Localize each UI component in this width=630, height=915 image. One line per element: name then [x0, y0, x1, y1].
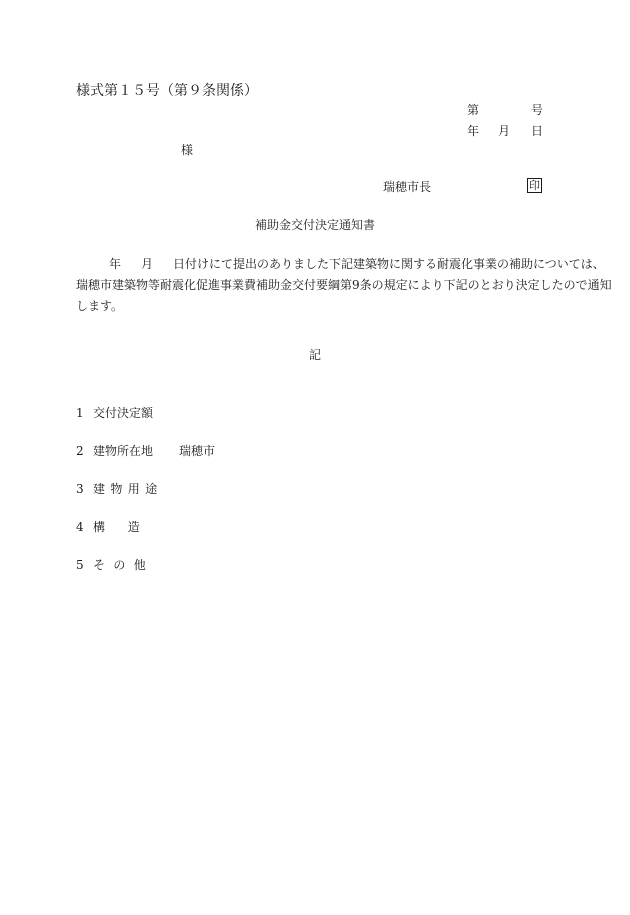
item-label: その他 — [93, 558, 155, 572]
seal-box — [527, 178, 542, 193]
addressee-suffix: 様 — [181, 143, 194, 157]
body-line-1-text: 日付けにて提出のありました下記建築物に関する耐震化事業の補助については、 — [173, 257, 605, 271]
date-year-label: 年 — [467, 124, 480, 138]
list-item — [76, 445, 215, 457]
item-label: 構造 — [93, 520, 163, 534]
list-item — [76, 483, 163, 495]
document-title: 補助金交付決定通知書 — [254, 218, 375, 232]
seal-mark: 印 — [529, 179, 540, 192]
body-line-3: します。 — [76, 299, 124, 313]
item-number: 3 — [76, 482, 84, 496]
item-label: 交付決定額 — [93, 406, 154, 420]
body-month-label: 月 — [141, 257, 154, 271]
document-number-suffix: 号 — [531, 103, 544, 117]
body-line-2: 瑞穂市建築物等耐震化促進事業費補助金交付要綱第9条の規定により下記のとおり決定したので通知 — [76, 278, 612, 292]
item-number: 1 — [76, 406, 84, 420]
form-number: 様式第１５号（第９条関係） — [76, 83, 258, 99]
date-day-label: 日 — [531, 124, 544, 138]
list-item — [76, 521, 163, 533]
body-paragraph — [76, 254, 612, 317]
list-item — [76, 559, 154, 571]
list-item — [76, 407, 153, 419]
item-label: 建物所在地 — [93, 444, 154, 458]
item-number: 4 — [76, 520, 84, 534]
ki-heading: 記 — [308, 348, 321, 362]
document-number-label: 第 — [467, 103, 480, 117]
item-label: 建物用途 — [93, 482, 163, 496]
body-year-label: 年 — [109, 257, 122, 271]
issuer-name: 瑞穂市長 — [383, 180, 432, 194]
date-month-label: 月 — [498, 124, 511, 138]
body-line-1 — [76, 254, 605, 275]
item-value: 瑞穂市 — [179, 444, 216, 458]
item-number: 2 — [76, 444, 84, 458]
item-number: 5 — [76, 558, 84, 572]
